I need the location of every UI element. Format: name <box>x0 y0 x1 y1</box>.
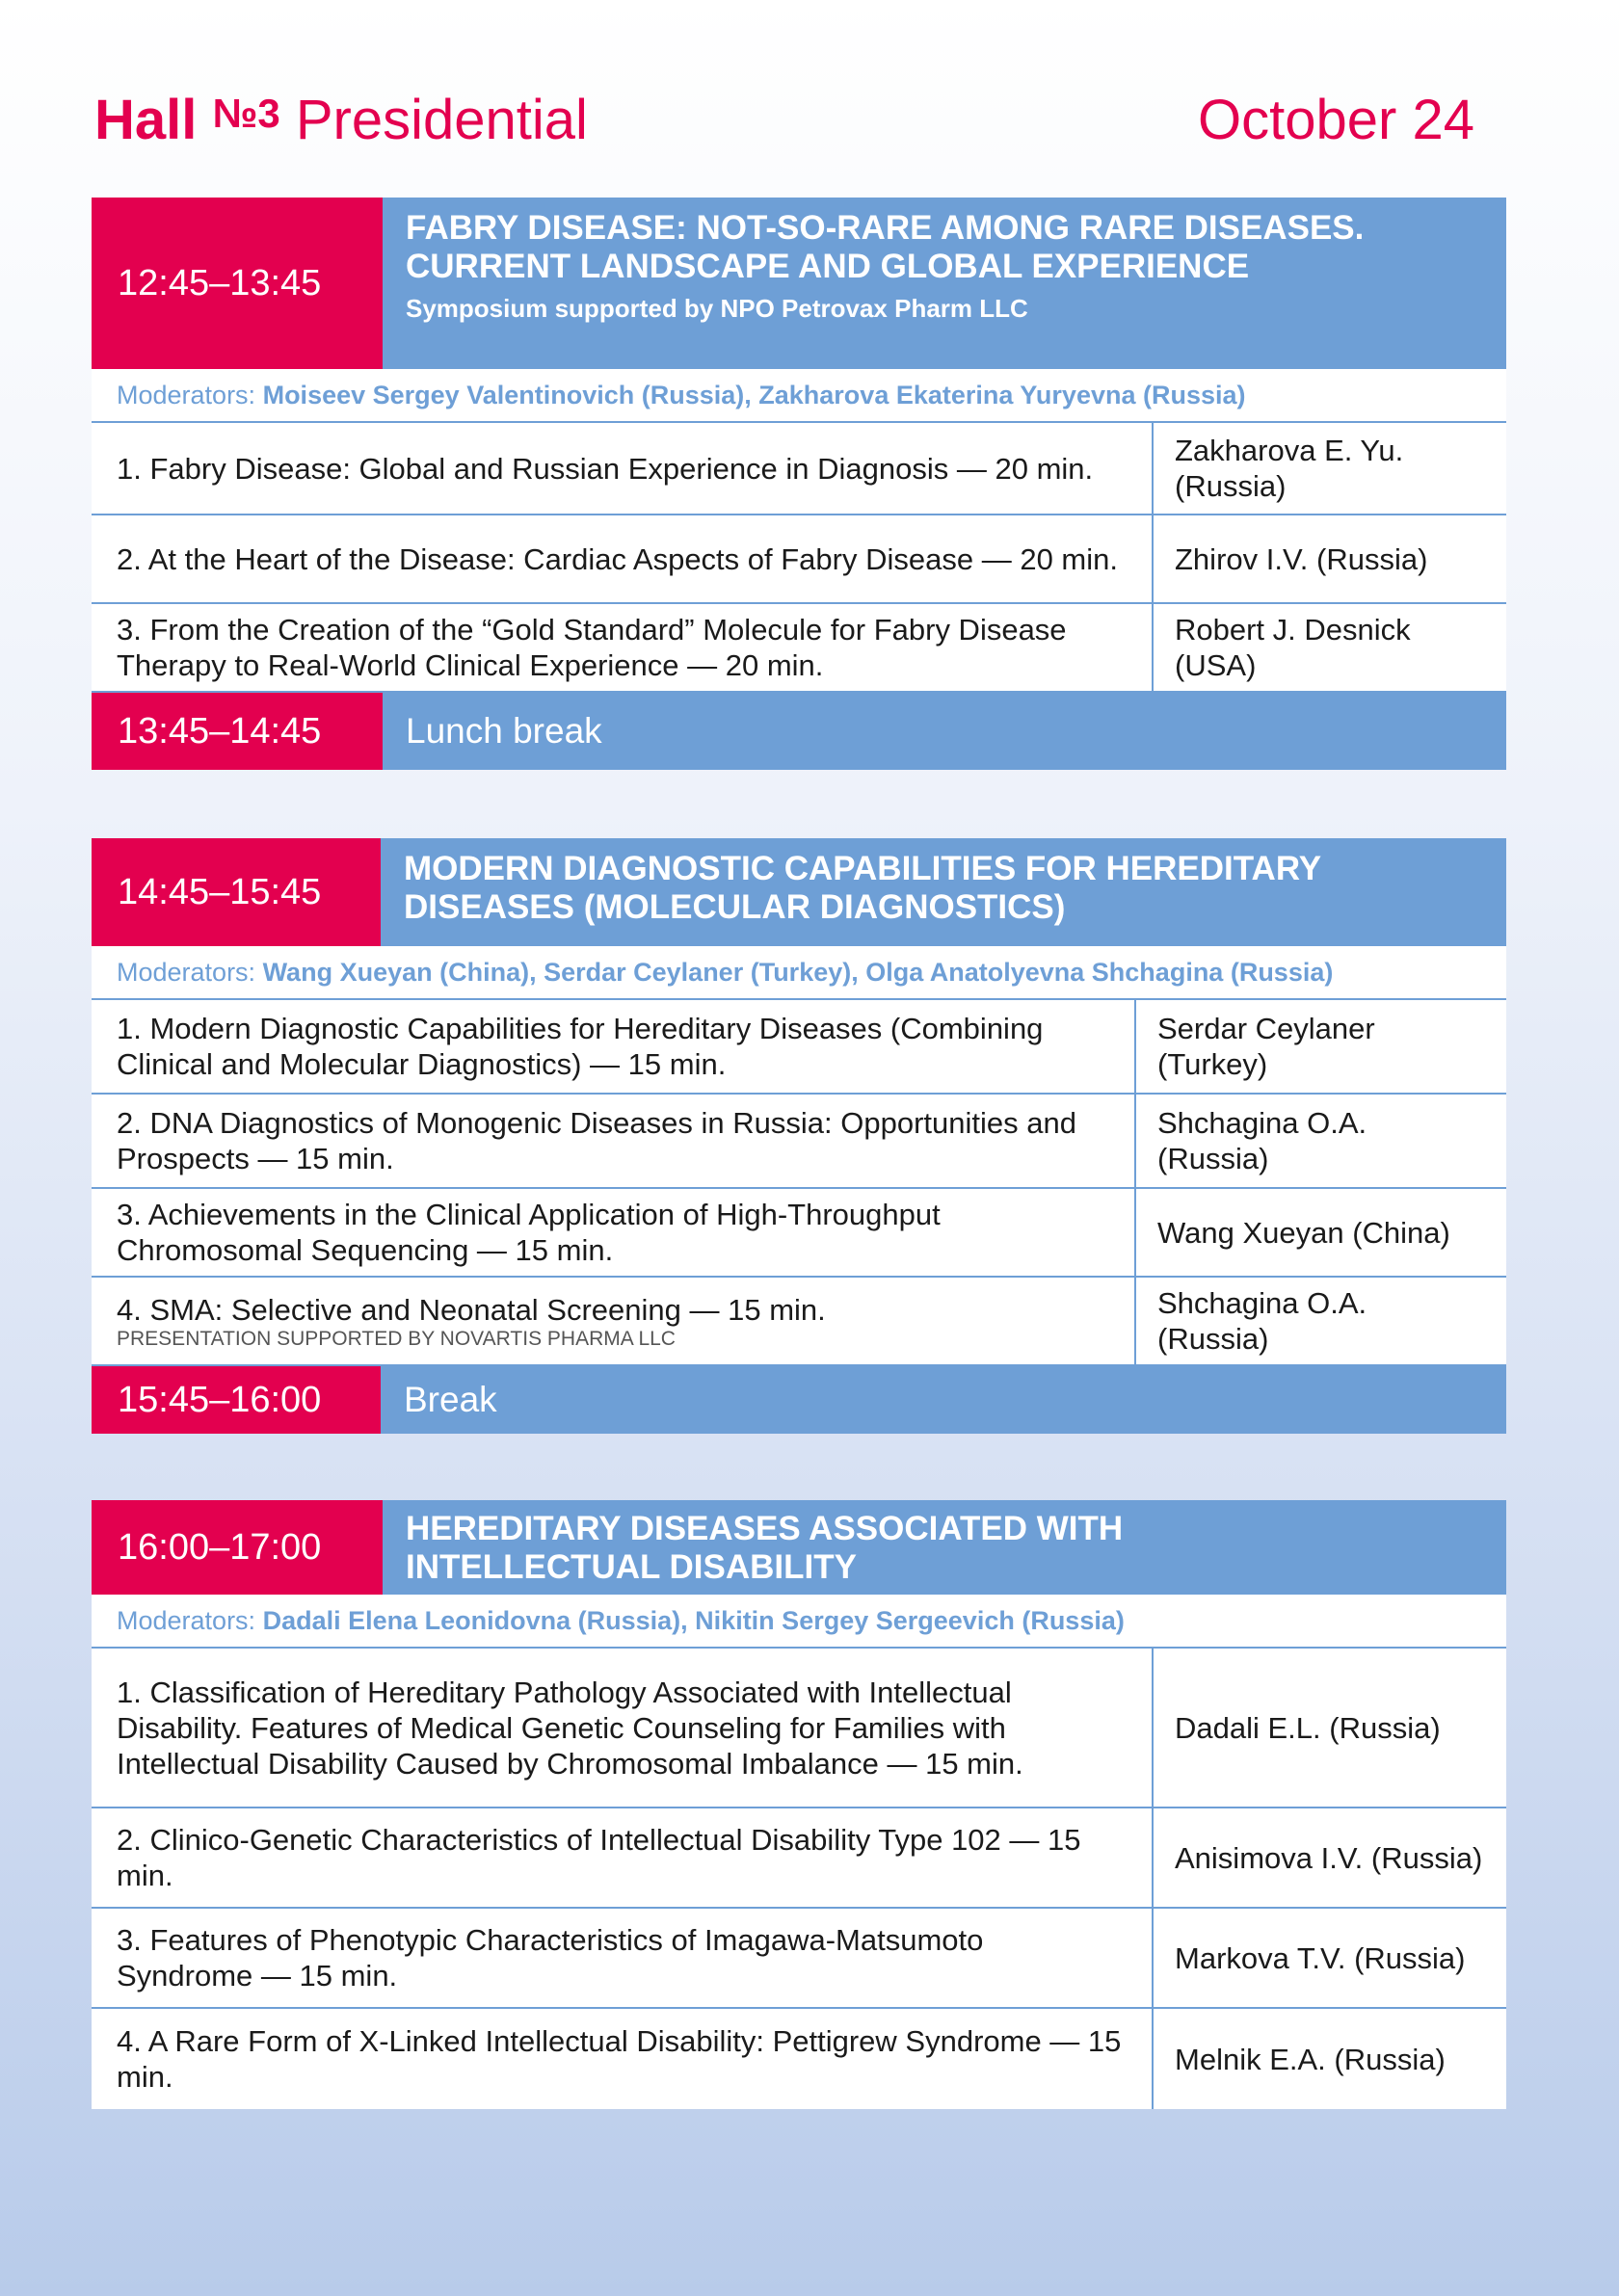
moderator-names: Moiseev Sergey Valentinovich (Russia), Zakharova Ekaterina Yuryevna (Russia) <box>262 381 1246 409</box>
talk-row <box>92 1095 1506 1189</box>
session-title: HEREDITARY DISEASES ASSOCIATED WITH INTELLECTUAL DISABILITY <box>406 1510 1124 1586</box>
talk-speaker: Anisimova I.V. (Russia) <box>1175 1840 1483 1875</box>
talk-speaker: Melnik E.A. (Russia) <box>1175 2042 1446 2076</box>
moderators: Moderators: Wang Xueyan (China), Serdar Ceylaner (Turkey), Olga Anatolyevna Shchagina (Russia) <box>92 946 1506 1000</box>
moderator-names: Dadali Elena Leonidovna (Russia), Nikitin Sergey Sergeevich (Russia) <box>262 1606 1125 1635</box>
break-row <box>92 1366 1506 1434</box>
talk-title: 1. Classification of Hereditary Pathology Associated with Intellectual Disability. Features of Medical Genetic Counseling for Families with Intellectual Disability Caused by Chromosomal Imbalance — 15 min. <box>92 1649 1154 1807</box>
talk-title: 2. At the Heart of the Disease: Cardiac Aspects of Fabry Disease — 20 min. <box>92 515 1154 602</box>
talk-row <box>92 2009 1506 2109</box>
talk-title: 1. Fabry Disease: Global and Russian Experience in Diagnosis — 20 min. <box>92 423 1154 514</box>
break-label: Lunch break <box>383 693 1506 770</box>
talk-speaker: Zhirov I.V. (Russia) <box>1175 541 1428 576</box>
talk-title: 3. Achievements in the Clinical Application of High-Throughput Chromosomal Sequencing — 15 min. <box>92 1189 1136 1276</box>
break-time: 15:45–16:00 <box>92 1366 381 1434</box>
talk-title: 4. A Rare Form of X-Linked Intellectual Disability: Pettigrew Syndrome — 15 min. <box>92 2009 1154 2109</box>
session-title-cell <box>383 198 1506 369</box>
hall-number: №3 <box>212 90 280 136</box>
moderators: Moderators: Dadali Elena Leonidovna (Russia), Nikitin Sergey Sergeevich (Russia) <box>92 1595 1506 1649</box>
session-header <box>92 1500 1506 1595</box>
talk-title: 2. Clinico-Genetic Characteristics of Intellectual Disability Type 102 — 15 min. <box>92 1808 1154 1907</box>
talk-speaker: Serdar Ceylaner (Turkey) <box>1157 1012 1375 1081</box>
talk-title: 1. Modern Diagnostic Capabilities for Hereditary Diseases (Combining Clinical and Molecular Diagnostics) — 15 min. <box>92 1000 1136 1093</box>
session-support: Symposium supported by NPO Petrovax Pharm LLC <box>406 294 1028 323</box>
date: October 24 <box>1198 88 1474 151</box>
session-3 <box>92 1500 1506 2109</box>
talk-row <box>92 1189 1506 1278</box>
session-header <box>92 838 1506 946</box>
talk-row <box>92 1808 1506 1909</box>
talk-speaker: Markova T.V. (Russia) <box>1175 1940 1466 1975</box>
session-title: FABRY DISEASE: NOT-SO-RARE AMONG RARE DISEASES. CURRENT LANDSCAPE AND GLOBAL EXPERIENCE <box>406 209 1365 285</box>
talk-speaker: Shchagina O.A. (Russia) <box>1157 1286 1367 1356</box>
session-time: 16:00–17:00 <box>92 1500 383 1595</box>
talk-row <box>92 1909 1506 2009</box>
talk-title: 3. From the Creation of the “Gold Standard” Molecule for Fabry Disease Therapy to Real-World Clinical Experience — 20 min. <box>92 604 1154 691</box>
moderator-names: Wang Xueyan (China), Serdar Ceylaner (Turkey), Olga Anatolyevna Shchagina (Russia) <box>262 958 1334 987</box>
session-title-cell <box>383 1500 1506 1595</box>
talk-speaker: Zakharova E. Yu. (Russia) <box>1175 434 1404 503</box>
session-title: MODERN DIAGNOSTIC CAPABILITIES FOR HEREDITARY DISEASES (MOLECULAR DIAGNOSTICS) <box>404 850 1321 926</box>
session-time: 12:45–13:45 <box>92 198 383 369</box>
talk-row <box>92 423 1506 515</box>
break-label: Break <box>381 1366 1506 1434</box>
session-time: 14:45–15:45 <box>92 838 381 946</box>
session-title-cell <box>381 838 1506 946</box>
talk-row <box>92 1000 1506 1095</box>
session-1 <box>92 198 1506 770</box>
talk-row <box>92 604 1506 693</box>
hall-title: Hall $^{№3}$ Presidential <box>94 88 588 151</box>
talk-title: 4. SMA: Selective and Neonatal Screening — 15 min. <box>117 1292 826 1327</box>
talk-title: 3. Features of Phenotypic Characteristics of Imagawa-Matsumoto Syndrome — 15 min. <box>92 1909 1154 2007</box>
hall-name: Presidential <box>295 88 588 151</box>
talk-row <box>92 1649 1506 1808</box>
break-time: 13:45–14:45 <box>92 693 383 770</box>
talk-note: PRESENTATION SUPPORTED BY NOVARTIS PHARMA LLC <box>117 1327 676 1350</box>
talk-speaker: Wang Xueyan (China) <box>1157 1215 1450 1250</box>
session-header <box>92 198 1506 369</box>
talk-row <box>92 515 1506 604</box>
talk-speaker: Dadali E.L. (Russia) <box>1175 1710 1441 1745</box>
session-2 <box>92 838 1506 1434</box>
talk-title-cell <box>92 1278 1136 1364</box>
talk-speaker: Shchagina O.A. (Russia) <box>1157 1106 1367 1175</box>
page-header <box>94 81 1474 158</box>
break-row <box>92 693 1506 770</box>
talk-title: 2. DNA Diagnostics of Monogenic Diseases in Russia: Opportunities and Prospects — 15 min. <box>92 1095 1136 1187</box>
talk-speaker: Robert J. Desnick (USA) <box>1175 613 1411 682</box>
moderators: Moderators: Moiseev Sergey Valentinovich (Russia), Zakharova Ekaterina Yuryevna (Russia) <box>92 369 1506 423</box>
talk-row <box>92 1278 1506 1366</box>
